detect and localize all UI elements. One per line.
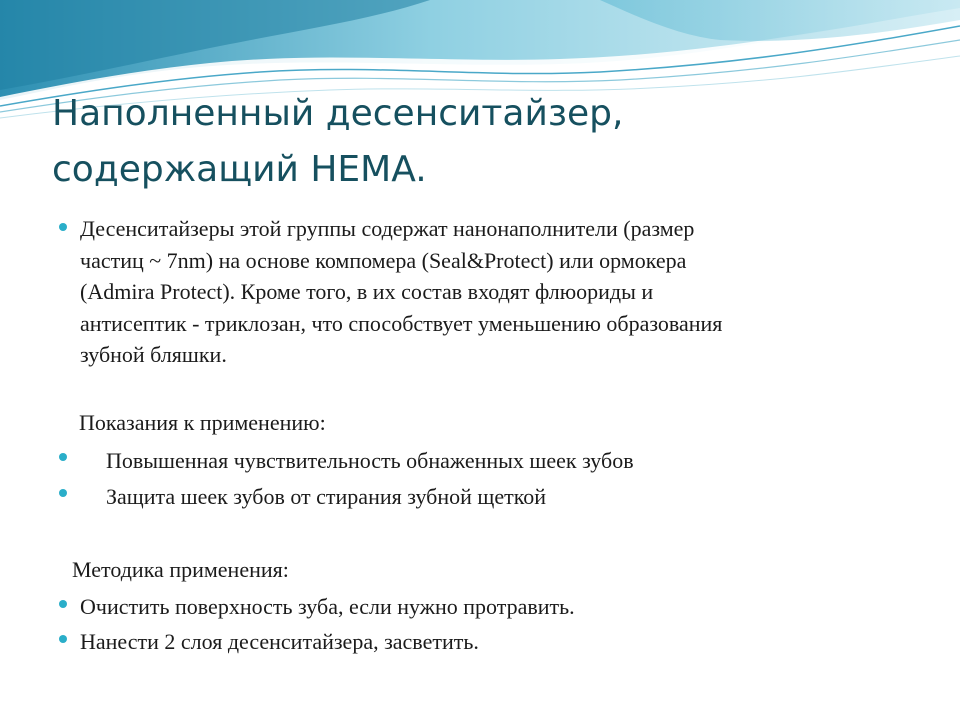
bullet-icon xyxy=(59,489,67,497)
method-heading: Методика применения: xyxy=(72,557,289,582)
description-paragraph xyxy=(80,213,910,371)
title-line-2: содержащий HEMA. xyxy=(52,149,427,190)
bullet-icon xyxy=(59,635,67,643)
indication-item: Защита шеек зубов от стирания зубной щеткой xyxy=(106,484,547,509)
bullet-icon xyxy=(59,600,67,608)
bullet-icon xyxy=(59,223,67,231)
description-line: (Admira Protect). Кроме того, в их состав входят флюориды и xyxy=(80,279,654,304)
bullet-icon xyxy=(59,453,67,461)
description-line: частиц ~ 7nm) на основе компомера (Seal&Protect) или ормокера xyxy=(80,247,687,273)
title-line-1: Наполненный десенситайзер, xyxy=(52,93,624,134)
indications-heading: Показания к применению: xyxy=(79,410,326,435)
method-item: Очистить поверхность зуба, если нужно протравить. xyxy=(80,594,575,619)
description-line: зубной бляшки. xyxy=(80,342,227,367)
description-line: Десенситайзеры этой группы содержат нанонаполнители (размер xyxy=(80,216,695,241)
description-line: антисептик - триклозан, что способствует уменьшению образования xyxy=(80,310,723,336)
method-item: Нанести 2 слоя десенситайзера, засветить. xyxy=(80,629,479,654)
indication-item: Повышенная чувствительность обнаженных шеек зубов xyxy=(106,448,634,473)
